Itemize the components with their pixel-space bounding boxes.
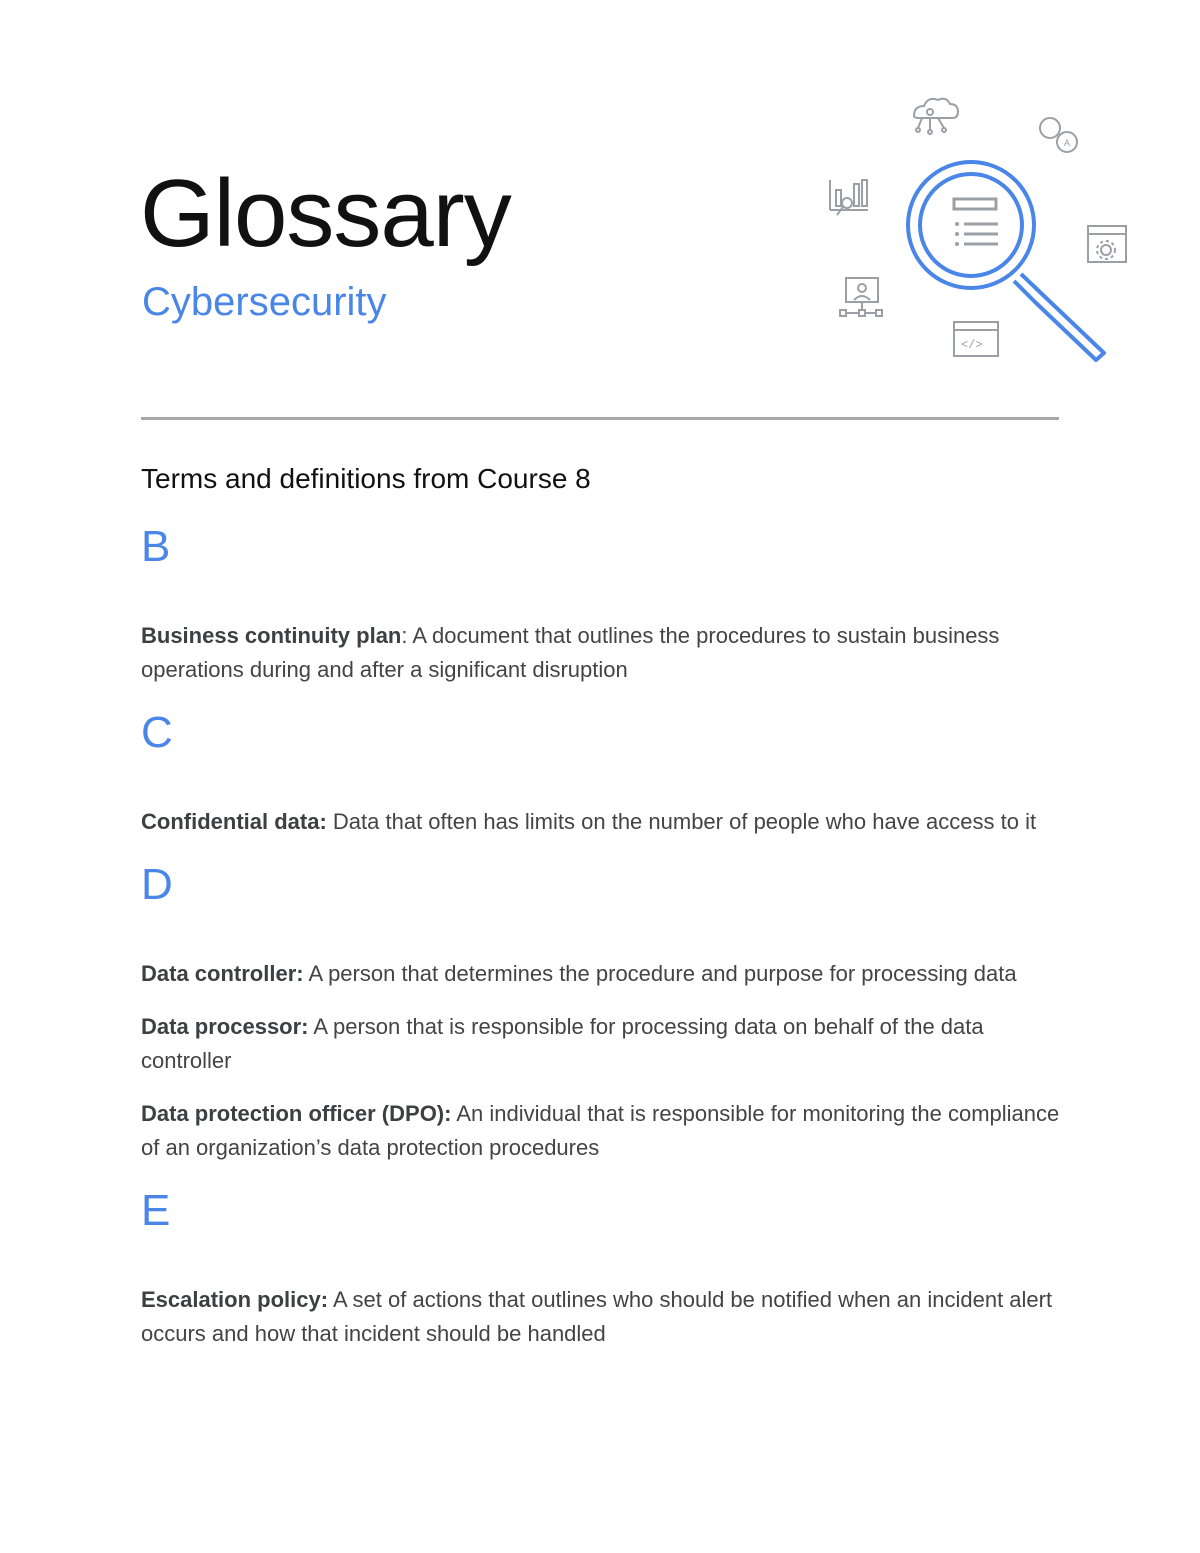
section-b — [141, 522, 1071, 687]
page-title: Glossary — [140, 160, 511, 267]
magnifying-glass-icon — [908, 162, 1104, 360]
entry-separator: : — [401, 623, 408, 648]
glossary-entry — [141, 1010, 1071, 1078]
magnifier-illustration — [818, 90, 1138, 370]
chat-bubbles-icon — [1040, 118, 1077, 152]
section-c — [141, 708, 1071, 839]
svg-text:</>: </> — [961, 338, 983, 352]
glossary-entry — [141, 1283, 1071, 1351]
page-subtitle: Cybersecurity — [142, 280, 387, 324]
section-d — [141, 860, 1071, 1165]
cloud-network-icon — [914, 99, 958, 134]
glossary-entry — [141, 805, 1071, 839]
header-divider — [141, 417, 1059, 420]
entry-definition: A document that outlines the procedures to sustain business operations during and after a significant disruption — [141, 623, 1000, 682]
entry-term: Data processor: — [141, 1014, 309, 1039]
intro-heading: Terms and definitions from Course 8 — [141, 463, 591, 494]
entry-definition: A person that determines the procedure and purpose for processing data — [303, 961, 1017, 986]
entry-definition: An individual that is responsible for monitoring the compliance of an organization’s data protection procedures — [141, 1101, 1060, 1160]
glossary-entry — [141, 957, 1071, 991]
entry-term: Confidential data: — [141, 809, 327, 834]
entry-term: Business continuity plan — [141, 623, 402, 648]
entry-definition: Data that often has limits on the number of people who have access to it — [326, 809, 1037, 834]
entry-definition: A set of actions that outlines who should be notified when an incident alert occurs and how that incident should be handled — [141, 1287, 1053, 1346]
chart-search-icon — [830, 180, 868, 215]
section-e — [141, 1186, 1071, 1351]
glossary-entry — [141, 619, 1071, 687]
org-chart-icon — [840, 278, 882, 316]
code-window-icon — [954, 322, 998, 356]
settings-window-icon — [1088, 226, 1126, 262]
section-letter: C — [141, 708, 173, 757]
section-letter: B — [141, 522, 171, 571]
entry-term: Data controller: — [141, 961, 304, 986]
glossary-content — [141, 522, 1071, 1375]
entry-term: Data protection officer (DPO): — [141, 1101, 452, 1126]
glossary-entry — [141, 1097, 1071, 1165]
entry-term: Escalation policy: — [141, 1287, 329, 1312]
section-letter: E — [141, 1186, 171, 1235]
entry-definition: A person that is responsible for processing data on behalf of the data controller — [141, 1014, 984, 1073]
svg-text:A: A — [1064, 138, 1071, 148]
section-letter: D — [141, 860, 173, 909]
